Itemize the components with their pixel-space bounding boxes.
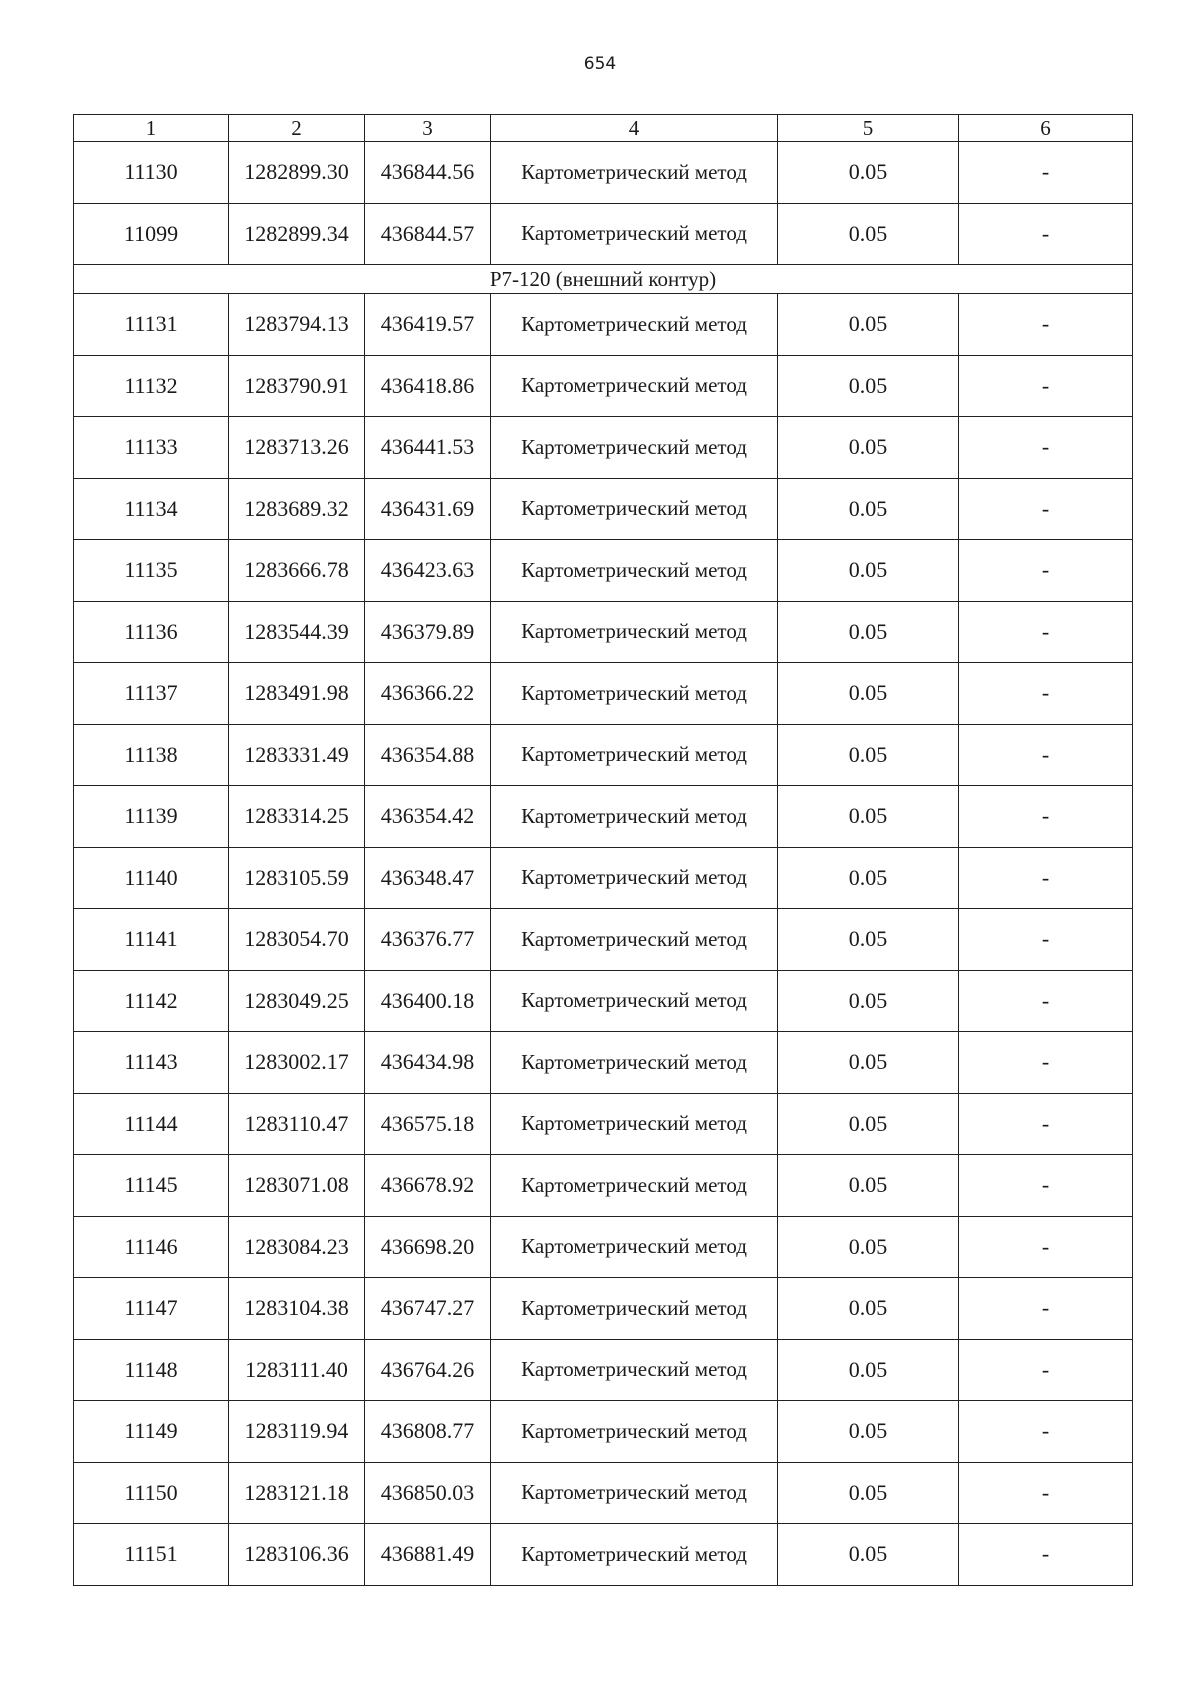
x-coordinate-cell: 1283121.18 [229, 1462, 365, 1524]
method-cell: Картометрический метод [491, 1216, 778, 1278]
accuracy-cell: 0.05 [778, 1401, 959, 1463]
note-cell: - [959, 1155, 1133, 1217]
table-row [74, 355, 1133, 417]
point-id-cell: 11099 [74, 203, 229, 265]
accuracy-cell: 0.05 [778, 540, 959, 602]
y-coordinate-cell: 436844.56 [365, 142, 491, 204]
note-cell: - [959, 540, 1133, 602]
accuracy-cell: 0.05 [778, 417, 959, 479]
y-coordinate-cell: 436423.63 [365, 540, 491, 602]
accuracy-cell: 0.05 [778, 1278, 959, 1340]
table-header-row [74, 115, 1133, 142]
note-cell: - [959, 417, 1133, 479]
y-coordinate-cell: 436434.98 [365, 1032, 491, 1094]
point-id-cell: 11146 [74, 1216, 229, 1278]
table-row [74, 417, 1133, 479]
note-cell: - [959, 294, 1133, 356]
x-coordinate-cell: 1283106.36 [229, 1524, 365, 1586]
y-coordinate-cell: 436354.88 [365, 724, 491, 786]
method-cell: Картометрический метод [491, 1032, 778, 1094]
point-id-cell: 11149 [74, 1401, 229, 1463]
table-row [74, 1093, 1133, 1155]
method-cell: Картометрический метод [491, 1524, 778, 1586]
method-cell: Картометрический метод [491, 970, 778, 1032]
section-row [74, 265, 1133, 294]
accuracy-cell: 0.05 [778, 1032, 959, 1094]
x-coordinate-cell: 1282899.30 [229, 142, 365, 204]
method-cell: Картометрический метод [491, 1401, 778, 1463]
point-id-cell: 11138 [74, 724, 229, 786]
y-coordinate-cell: 436348.47 [365, 847, 491, 909]
table-row [74, 1216, 1133, 1278]
x-coordinate-cell: 1283105.59 [229, 847, 365, 909]
note-cell: - [959, 786, 1133, 848]
accuracy-cell: 0.05 [778, 1524, 959, 1586]
x-coordinate-cell: 1283002.17 [229, 1032, 365, 1094]
y-coordinate-cell: 436764.26 [365, 1339, 491, 1401]
y-coordinate-cell: 436441.53 [365, 417, 491, 479]
column-header: 2 [229, 115, 365, 142]
x-coordinate-cell: 1283071.08 [229, 1155, 365, 1217]
method-cell: Картометрический метод [491, 1339, 778, 1401]
table-row [74, 601, 1133, 663]
note-cell: - [959, 1278, 1133, 1340]
table-row [74, 1278, 1133, 1340]
table-row [74, 1032, 1133, 1094]
point-id-cell: 11145 [74, 1155, 229, 1217]
table-row [74, 142, 1133, 204]
y-coordinate-cell: 436376.77 [365, 909, 491, 971]
point-id-cell: 11132 [74, 355, 229, 417]
accuracy-cell: 0.05 [778, 970, 959, 1032]
point-id-cell: 11144 [74, 1093, 229, 1155]
y-coordinate-cell: 436850.03 [365, 1462, 491, 1524]
y-coordinate-cell: 436881.49 [365, 1524, 491, 1586]
y-coordinate-cell: 436678.92 [365, 1155, 491, 1217]
y-coordinate-cell: 436400.18 [365, 970, 491, 1032]
point-id-cell: 11147 [74, 1278, 229, 1340]
note-cell: - [959, 847, 1133, 909]
method-cell: Картометрический метод [491, 786, 778, 848]
method-cell: Картометрический метод [491, 417, 778, 479]
section-title: Р7-120 (внешний контур) [74, 265, 1133, 294]
x-coordinate-cell: 1283054.70 [229, 909, 365, 971]
table-row [74, 724, 1133, 786]
table-row [74, 970, 1133, 1032]
point-id-cell: 11140 [74, 847, 229, 909]
accuracy-cell: 0.05 [778, 909, 959, 971]
column-header: 5 [778, 115, 959, 142]
x-coordinate-cell: 1283491.98 [229, 663, 365, 725]
method-cell: Картометрический метод [491, 294, 778, 356]
method-cell: Картометрический метод [491, 203, 778, 265]
y-coordinate-cell: 436844.57 [365, 203, 491, 265]
method-cell: Картометрический метод [491, 355, 778, 417]
method-cell: Картометрический метод [491, 478, 778, 540]
note-cell: - [959, 1462, 1133, 1524]
column-header: 4 [491, 115, 778, 142]
point-id-cell: 11141 [74, 909, 229, 971]
table-row [74, 294, 1133, 356]
note-cell: - [959, 203, 1133, 265]
column-header: 1 [74, 115, 229, 142]
point-id-cell: 11135 [74, 540, 229, 602]
coordinates-table [73, 114, 1133, 1586]
method-cell: Картометрический метод [491, 724, 778, 786]
y-coordinate-cell: 436366.22 [365, 663, 491, 725]
method-cell: Картометрический метод [491, 1278, 778, 1340]
note-cell: - [959, 970, 1133, 1032]
method-cell: Картометрический метод [491, 909, 778, 971]
accuracy-cell: 0.05 [778, 1339, 959, 1401]
point-id-cell: 11148 [74, 1339, 229, 1401]
note-cell: - [959, 478, 1133, 540]
note-cell: - [959, 142, 1133, 204]
x-coordinate-cell: 1282899.34 [229, 203, 365, 265]
accuracy-cell: 0.05 [778, 786, 959, 848]
method-cell: Картометрический метод [491, 663, 778, 725]
x-coordinate-cell: 1283314.25 [229, 786, 365, 848]
accuracy-cell: 0.05 [778, 847, 959, 909]
method-cell: Картометрический метод [491, 540, 778, 602]
accuracy-cell: 0.05 [778, 1216, 959, 1278]
x-coordinate-cell: 1283794.13 [229, 294, 365, 356]
x-coordinate-cell: 1283666.78 [229, 540, 365, 602]
note-cell: - [959, 355, 1133, 417]
x-coordinate-cell: 1283713.26 [229, 417, 365, 479]
method-cell: Картометрический метод [491, 1462, 778, 1524]
point-id-cell: 11134 [74, 478, 229, 540]
note-cell: - [959, 724, 1133, 786]
point-id-cell: 11136 [74, 601, 229, 663]
accuracy-cell: 0.05 [778, 142, 959, 204]
accuracy-cell: 0.05 [778, 601, 959, 663]
column-header: 3 [365, 115, 491, 142]
note-cell: - [959, 1093, 1133, 1155]
y-coordinate-cell: 436379.89 [365, 601, 491, 663]
y-coordinate-cell: 436575.18 [365, 1093, 491, 1155]
x-coordinate-cell: 1283689.32 [229, 478, 365, 540]
note-cell: - [959, 1524, 1133, 1586]
table-row [74, 203, 1133, 265]
accuracy-cell: 0.05 [778, 203, 959, 265]
x-coordinate-cell: 1283119.94 [229, 1401, 365, 1463]
x-coordinate-cell: 1283049.25 [229, 970, 365, 1032]
note-cell: - [959, 1339, 1133, 1401]
y-coordinate-cell: 436431.69 [365, 478, 491, 540]
point-id-cell: 11133 [74, 417, 229, 479]
table-row [74, 1462, 1133, 1524]
x-coordinate-cell: 1283110.47 [229, 1093, 365, 1155]
y-coordinate-cell: 436808.77 [365, 1401, 491, 1463]
table-row [74, 663, 1133, 725]
x-coordinate-cell: 1283331.49 [229, 724, 365, 786]
table-row [74, 1401, 1133, 1463]
accuracy-cell: 0.05 [778, 478, 959, 540]
point-id-cell: 11130 [74, 142, 229, 204]
point-id-cell: 11139 [74, 786, 229, 848]
note-cell: - [959, 601, 1133, 663]
point-id-cell: 11142 [74, 970, 229, 1032]
note-cell: - [959, 1032, 1133, 1094]
method-cell: Картометрический метод [491, 847, 778, 909]
point-id-cell: 11137 [74, 663, 229, 725]
note-cell: - [959, 1401, 1133, 1463]
table-row [74, 540, 1133, 602]
accuracy-cell: 0.05 [778, 1462, 959, 1524]
y-coordinate-cell: 436418.86 [365, 355, 491, 417]
note-cell: - [959, 663, 1133, 725]
y-coordinate-cell: 436354.42 [365, 786, 491, 848]
method-cell: Картометрический метод [491, 142, 778, 204]
accuracy-cell: 0.05 [778, 294, 959, 356]
column-header: 6 [959, 115, 1133, 142]
page-number: 654 [583, 54, 617, 74]
accuracy-cell: 0.05 [778, 663, 959, 725]
x-coordinate-cell: 1283544.39 [229, 601, 365, 663]
accuracy-cell: 0.05 [778, 1155, 959, 1217]
point-id-cell: 11143 [74, 1032, 229, 1094]
y-coordinate-cell: 436698.20 [365, 1216, 491, 1278]
table-row [74, 1524, 1133, 1586]
note-cell: - [959, 909, 1133, 971]
table-row [74, 1155, 1133, 1217]
method-cell: Картометрический метод [491, 1155, 778, 1217]
point-id-cell: 11151 [74, 1524, 229, 1586]
method-cell: Картометрический метод [491, 1093, 778, 1155]
x-coordinate-cell: 1283104.38 [229, 1278, 365, 1340]
point-id-cell: 11150 [74, 1462, 229, 1524]
accuracy-cell: 0.05 [778, 1093, 959, 1155]
y-coordinate-cell: 436747.27 [365, 1278, 491, 1340]
table-row [74, 1339, 1133, 1401]
accuracy-cell: 0.05 [778, 355, 959, 417]
note-cell: - [959, 1216, 1133, 1278]
point-id-cell: 11131 [74, 294, 229, 356]
table-row [74, 786, 1133, 848]
table-row [74, 847, 1133, 909]
x-coordinate-cell: 1283111.40 [229, 1339, 365, 1401]
y-coordinate-cell: 436419.57 [365, 294, 491, 356]
table-row [74, 909, 1133, 971]
method-cell: Картометрический метод [491, 601, 778, 663]
accuracy-cell: 0.05 [778, 724, 959, 786]
x-coordinate-cell: 1283084.23 [229, 1216, 365, 1278]
x-coordinate-cell: 1283790.91 [229, 355, 365, 417]
table-row [74, 478, 1133, 540]
